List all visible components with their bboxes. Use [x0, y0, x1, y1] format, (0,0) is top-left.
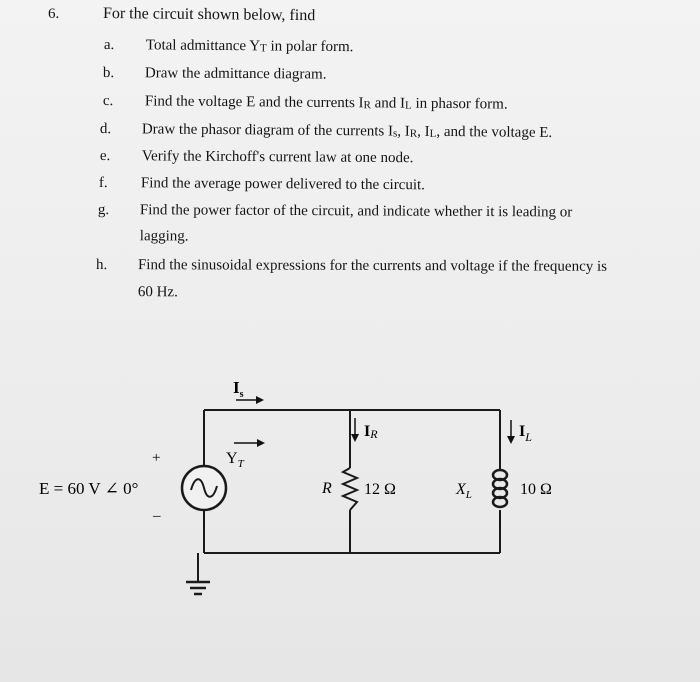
part-label: e. [99, 147, 111, 165]
part-label: f. [98, 174, 108, 192]
part-label: g. [97, 201, 110, 219]
il-subscript: L [525, 430, 532, 444]
part-text-cont: , I [417, 123, 430, 140]
part-text: Verify the Kirchoff's current law at one node. [141, 148, 414, 167]
inductor-symbol [493, 470, 507, 507]
part-subscript: s [392, 127, 398, 140]
svg-text:IR [364, 423, 378, 441]
is-subscript: s [239, 389, 244, 400]
part-label: a. [103, 36, 115, 54]
r-label: R [322, 480, 332, 497]
part-subscript: L [404, 99, 412, 112]
source-label: E = 60 V ∠ 0° [39, 479, 139, 498]
r-value: 12 Ω [364, 481, 396, 498]
part-text-line2: 60 Hz. [137, 284, 178, 301]
resistor-symbol [343, 468, 357, 510]
ir-label: I [364, 423, 371, 440]
part-subscript: L [429, 127, 437, 140]
part-subscript: R [409, 127, 418, 140]
part-text-cont: , I [397, 123, 410, 140]
ir-subscript: R [370, 427, 378, 441]
is-label: I [233, 378, 240, 397]
ac-source [182, 466, 226, 510]
svg-text:XL [455, 481, 472, 501]
part-subscript: T [259, 42, 267, 55]
part-text-cont: and I [370, 95, 406, 112]
yt-subscript: T [237, 458, 244, 470]
part-label: b. [102, 64, 115, 82]
xl-subscript: L [465, 489, 472, 501]
part-text-cont: in phasor form. [411, 95, 508, 113]
source-minus: – [153, 508, 161, 524]
part-text-line2: lagging. [139, 228, 189, 245]
part-text: Total admittance Y [145, 37, 261, 55]
part-text: Find the average power delivered to the circuit. [140, 175, 426, 194]
part-label: h. [95, 256, 108, 274]
ground-icon [186, 582, 210, 594]
il-label: I [519, 423, 526, 440]
svg-text:YT [226, 450, 245, 470]
yt-label: Y [226, 450, 238, 467]
xl-value: 10 Ω [520, 481, 552, 498]
part-text-cont: in polar form. [266, 38, 354, 56]
part-text-cont: , and the voltage E. [436, 123, 553, 141]
xl-label: X [456, 481, 466, 498]
part-text: Find the power factor of the circuit, and indicate whether it is leading or [139, 202, 573, 221]
part-label: c. [102, 92, 114, 110]
svg-text:Is [233, 378, 244, 400]
part-text: Find the voltage E and the currents I [144, 93, 364, 112]
problem-number: 6. [48, 6, 60, 22]
source-plus: + [152, 450, 161, 466]
problem-intro: For the circuit shown below, find [102, 5, 316, 25]
svg-text:IL [519, 423, 532, 444]
part-label: d. [99, 120, 112, 138]
part-text: Find the sinusoidal expressions for the currents and voltage if the frequency is [137, 257, 608, 275]
part-subscript: R [363, 99, 371, 112]
part-text: Draw the admittance diagram. [144, 65, 327, 83]
part-text: Draw the phasor diagram of the currents I [141, 121, 394, 140]
